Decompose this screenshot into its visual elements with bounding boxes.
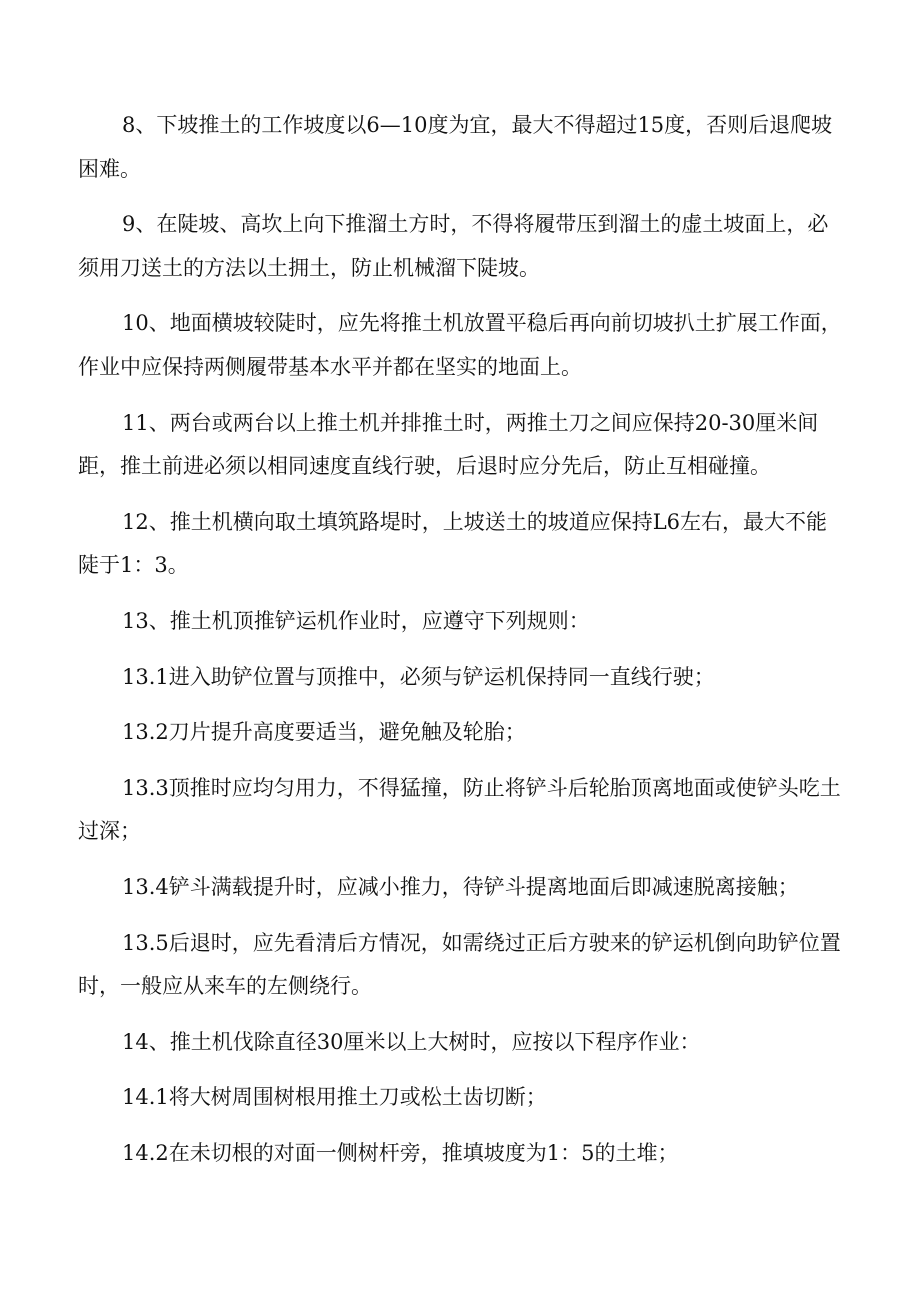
paragraph-14: 14、推土机伐除直径30厘米以上大树时，应按以下程序作业： xyxy=(122,1029,701,1054)
paragraph-13-1: 13.1进入助铲位置与顶推中，必须与铲运机保持同一直线行驶； xyxy=(122,664,715,689)
paragraph-9: 9、在陡坡、高坎上向下推溜土方时，不得将履带压到溜土的虚土坡面上，必须用刀送土的方法以土拥土，防止机械溜下陡坡。 xyxy=(78,212,829,280)
paragraph-13: 13、推土机顶推铲运机作业时，应遵守下列规则： xyxy=(122,608,590,633)
paragraph-13-2: 13.2刀片提升高度要适当，避免触及轮胎； xyxy=(122,720,526,745)
document-body xyxy=(78,104,844,1175)
paragraph-13-3: 13.3顶推时应均匀用力，不得猛撞，防止将铲斗后轮胎顶离地面或使铲头吃土过深； xyxy=(78,775,841,844)
paragraph-12: 12、推土机横向取土填筑路堤时，上坡送土的坡道应保持L6左右，最大不能陡于1：3。 xyxy=(78,509,828,578)
paragraph-13-5: 13.5后退时，应先看清后方情况，如需绕过正后方驶来的铲运机倒向助铲位置时，一般应从来车的左侧绕行。 xyxy=(78,930,841,999)
paragraph-8: 8、下坡推土的工作坡度以6—10度为宜，最大不得超过15度，否则后退爬坡困难。 xyxy=(78,113,833,181)
paragraph-14-2: 14.2在未切根的对面一侧树杆旁，推填坡度为1：5的土堆； xyxy=(122,1140,679,1165)
paragraph-14-1: 14.1将大树周围树根用推土刀或松土齿切断； xyxy=(122,1085,547,1110)
paragraph-13-4: 13.4铲斗满载提升时，应减小推力，待铲斗提离地面后即减速脱离接触； xyxy=(122,874,799,899)
paragraph-11: 11、两台或两台以上推土机并排推土时，两推土刀之间应保持20-30厘米间距，推土前进必须以相同速度直线行驶，后退时应分先后，防止互相碰撞。 xyxy=(78,410,819,479)
paragraph-10: 10、地面横坡较陡时，应先将推土机放置平稳后再向前切坡扒土扩展工作面，作业中应保持两侧履带基本水平并都在坚实的地面上。 xyxy=(78,311,842,379)
